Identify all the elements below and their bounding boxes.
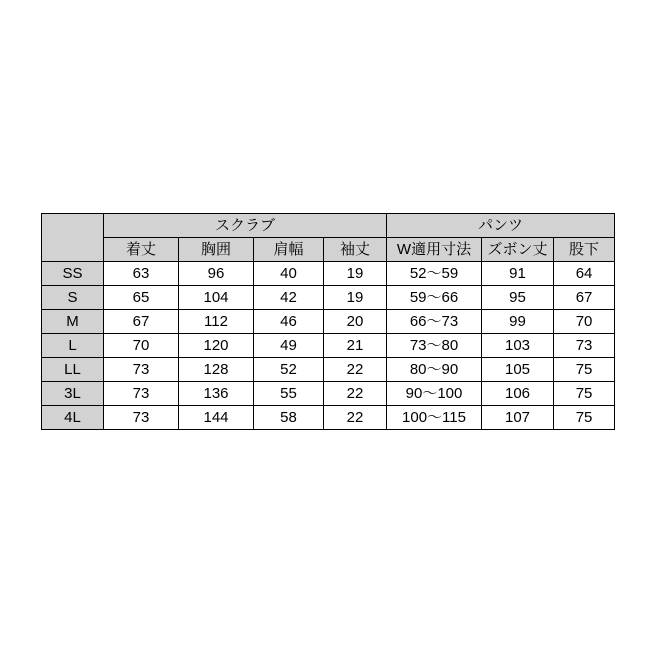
- cell-sodetake: 22: [324, 382, 387, 406]
- row-size-label: 4L: [42, 406, 104, 430]
- cell-katahaba: 40: [254, 262, 324, 286]
- cell-sodetake: 22: [324, 406, 387, 430]
- cell-kyoui: 128: [179, 358, 254, 382]
- cell-w-tekiyou-sunpou: 90〜100: [387, 382, 482, 406]
- column-header-zubontake: ズボン丈: [482, 238, 554, 262]
- cell-matashita: 70: [554, 310, 615, 334]
- cell-katahaba: 42: [254, 286, 324, 310]
- row-size-label: S: [42, 286, 104, 310]
- cell-w-tekiyou-sunpou: 100〜115: [387, 406, 482, 430]
- cell-kitake: 63: [104, 262, 179, 286]
- cell-kitake: 70: [104, 334, 179, 358]
- size-chart: [41, 213, 604, 430]
- group-header-scrub: スクラブ: [104, 214, 387, 238]
- column-header-kyoui: 胸囲: [179, 238, 254, 262]
- group-header-pants: パンツ: [387, 214, 615, 238]
- cell-zubontake: 105: [482, 358, 554, 382]
- cell-w-tekiyou-sunpou: 59〜66: [387, 286, 482, 310]
- cell-katahaba: 55: [254, 382, 324, 406]
- cell-matashita: 73: [554, 334, 615, 358]
- cell-matashita: 67: [554, 286, 615, 310]
- cell-kitake: 73: [104, 382, 179, 406]
- cell-sodetake: 21: [324, 334, 387, 358]
- table-row: [42, 310, 615, 334]
- cell-w-tekiyou-sunpou: 52〜59: [387, 262, 482, 286]
- cell-katahaba: 49: [254, 334, 324, 358]
- row-size-label: M: [42, 310, 104, 334]
- cell-kitake: 67: [104, 310, 179, 334]
- cell-kyoui: 96: [179, 262, 254, 286]
- cell-sodetake: 20: [324, 310, 387, 334]
- cell-matashita: 75: [554, 358, 615, 382]
- cell-w-tekiyou-sunpou: 80〜90: [387, 358, 482, 382]
- cell-kitake: 65: [104, 286, 179, 310]
- cell-katahaba: 52: [254, 358, 324, 382]
- cell-zubontake: 99: [482, 310, 554, 334]
- cell-kyoui: 144: [179, 406, 254, 430]
- cell-kyoui: 136: [179, 382, 254, 406]
- cell-katahaba: 46: [254, 310, 324, 334]
- table-row-group-header: [42, 214, 615, 238]
- cell-w-tekiyou-sunpou: 66〜73: [387, 310, 482, 334]
- cell-matashita: 64: [554, 262, 615, 286]
- size-table: [41, 213, 615, 430]
- cell-zubontake: 91: [482, 262, 554, 286]
- row-size-label: LL: [42, 358, 104, 382]
- cell-matashita: 75: [554, 406, 615, 430]
- cell-zubontake: 103: [482, 334, 554, 358]
- cell-kyoui: 104: [179, 286, 254, 310]
- table-row-column-header: [42, 238, 615, 262]
- cell-sodetake: 19: [324, 262, 387, 286]
- cell-matashita: 75: [554, 382, 615, 406]
- table-row: [42, 334, 615, 358]
- table-row: [42, 262, 615, 286]
- cell-katahaba: 58: [254, 406, 324, 430]
- table-row: [42, 358, 615, 382]
- cell-sodetake: 19: [324, 286, 387, 310]
- row-size-label: SS: [42, 262, 104, 286]
- row-size-label: L: [42, 334, 104, 358]
- column-header-katahaba: 肩幅: [254, 238, 324, 262]
- column-header-matashita: 股下: [554, 238, 615, 262]
- cell-kitake: 73: [104, 406, 179, 430]
- table-row: [42, 382, 615, 406]
- table-row: [42, 406, 615, 430]
- column-header-w-tekiyou-sunpou: W適用寸法: [387, 238, 482, 262]
- cell-sodetake: 22: [324, 358, 387, 382]
- cell-kyoui: 120: [179, 334, 254, 358]
- cell-zubontake: 107: [482, 406, 554, 430]
- cell-zubontake: 106: [482, 382, 554, 406]
- cell-kitake: 73: [104, 358, 179, 382]
- corner-cell: [42, 214, 104, 262]
- cell-zubontake: 95: [482, 286, 554, 310]
- row-size-label: 3L: [42, 382, 104, 406]
- column-header-kitake: 着丈: [104, 238, 179, 262]
- column-header-sodetake: 袖丈: [324, 238, 387, 262]
- cell-w-tekiyou-sunpou: 73〜80: [387, 334, 482, 358]
- cell-kyoui: 112: [179, 310, 254, 334]
- table-row: [42, 286, 615, 310]
